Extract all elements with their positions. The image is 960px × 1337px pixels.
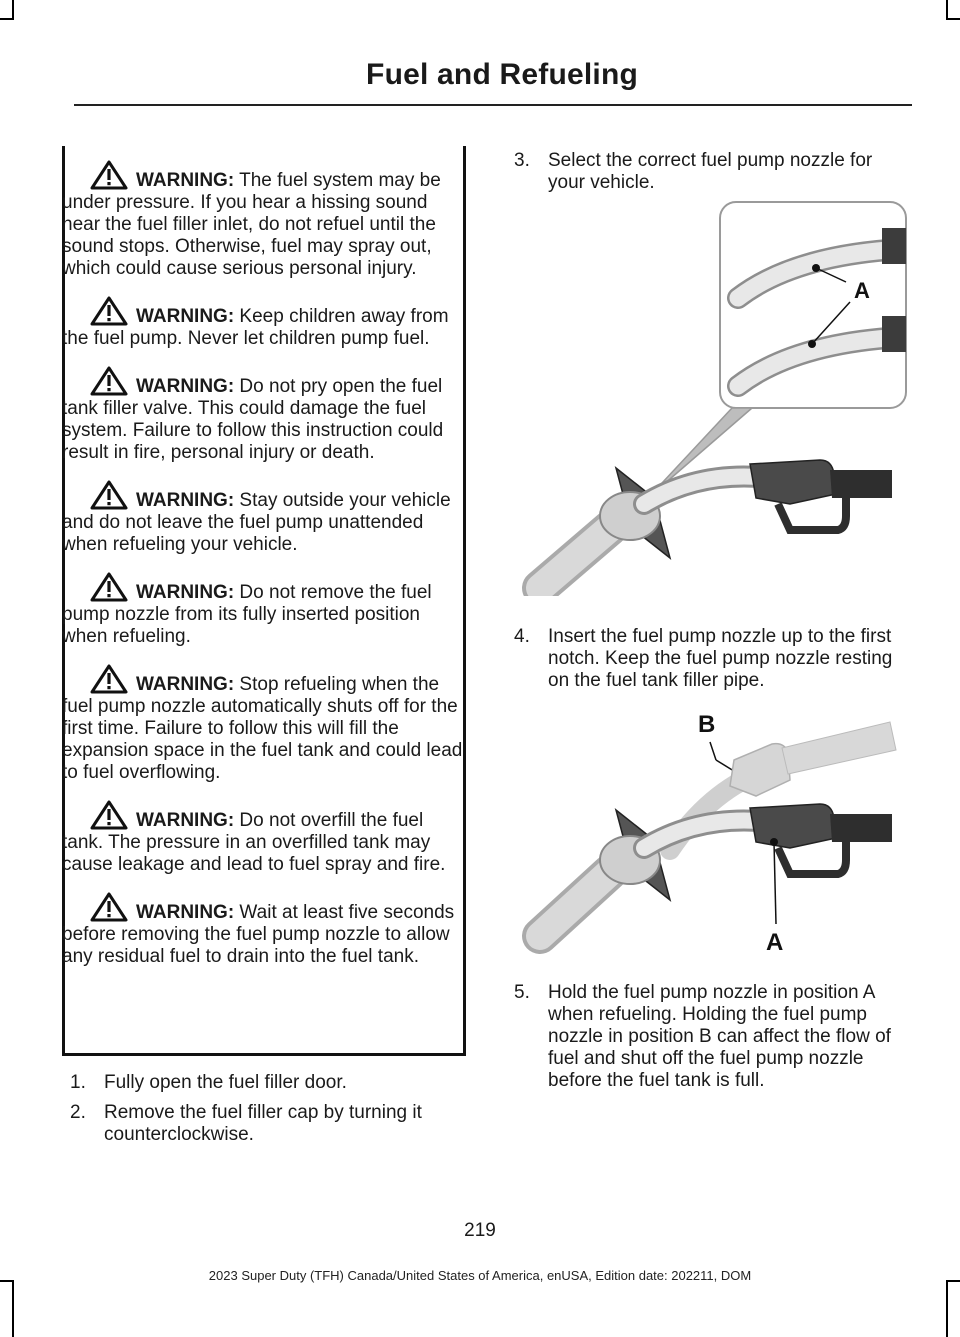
- page-title: Fuel and Refueling: [366, 58, 638, 91]
- crop-mark: [946, 18, 960, 20]
- fuel-nozzle-selection-figure: [520, 198, 910, 596]
- warning-text: Keep children away from the fuel pump. Never let children pump fuel.: [62, 306, 449, 349]
- step-text: Remove the fuel filler cap by turning it counterclockwise.: [104, 1102, 422, 1145]
- warning-label: WARNING:: [136, 902, 235, 923]
- step-row: [514, 982, 910, 1092]
- warning-label: WARNING:: [136, 306, 235, 327]
- step-number: 3.: [514, 150, 530, 171]
- figure-label-b: B: [698, 711, 716, 738]
- step-item: [514, 626, 910, 700]
- warning-triangle-icon: [90, 296, 128, 326]
- warning-triangle-icon: [90, 892, 128, 922]
- warnings-list: [62, 160, 464, 984]
- warning-item: [62, 572, 464, 648]
- warning-item: [62, 480, 464, 556]
- crop-mark: [946, 0, 948, 20]
- warning-item: [62, 664, 464, 784]
- page-number: 219: [464, 1220, 496, 1241]
- warning-text: Do not pry open the fuel tank filler valve. This could damage the fuel system. Failure to follow this instruction could result in fire, personal injury or death.: [62, 376, 444, 463]
- step-item: [70, 1102, 470, 1146]
- warning-item: [62, 800, 464, 876]
- warning-label: WARNING:: [136, 674, 235, 695]
- warning-text: Stay outside your vehicle and do not leave the fuel pump unattended when refueling your vehicle.: [62, 490, 451, 555]
- step-text: Select the correct fuel pump nozzle for your vehicle.: [548, 150, 873, 193]
- step-number: 2.: [70, 1102, 86, 1123]
- header-divider: [74, 104, 912, 106]
- step-text: Insert the fuel pump nozzle up to the first notch. Keep the fuel pump nozzle resting on the fuel tank filler pipe.: [548, 626, 893, 691]
- warning-item: [62, 296, 464, 350]
- warning-item: [62, 892, 464, 968]
- step-number: 5.: [514, 982, 530, 1003]
- warning-text: Do not remove the fuel pump nozzle from its fully inserted position when refueling.: [62, 582, 432, 647]
- warning-text: Stop refueling when the fuel pump nozzle automatically shuts off for the first time. Failure to follow this will fill the expansion space in the fuel tank and could lead to fuel overflowing.: [62, 674, 463, 783]
- step-item: [514, 150, 910, 202]
- warning-triangle-icon: [90, 366, 128, 396]
- step-item: [514, 982, 910, 1100]
- warning-item: [62, 366, 464, 464]
- warning-label: WARNING:: [136, 490, 235, 511]
- warning-triangle-icon: [90, 160, 128, 190]
- warning-triangle-icon: [90, 664, 128, 694]
- warning-label: WARNING:: [136, 376, 235, 397]
- step-number: 1.: [70, 1072, 86, 1093]
- step-number: 4.: [514, 626, 530, 647]
- figure-label-a: A: [854, 278, 870, 303]
- crop-mark: [12, 1280, 14, 1337]
- warning-label: WARNING:: [136, 170, 235, 191]
- warning-triangle-icon: [90, 800, 128, 830]
- warning-label: WARNING:: [136, 582, 235, 603]
- crop-mark: [946, 1280, 948, 1337]
- warning-triangle-icon: [90, 480, 128, 510]
- step-row: [514, 626, 910, 692]
- warning-triangle-icon: [90, 572, 128, 602]
- step-row: [514, 150, 910, 194]
- step-item: [70, 1072, 470, 1094]
- crop-mark: [0, 18, 14, 20]
- warning-text: Do not overfill the fuel tank. The pressure in an overfilled tank may cause leakage and lead to fuel spray and fire.: [62, 810, 446, 875]
- warning-text: Wait at least five seconds before removing the fuel pump nozzle to allow any residual fuel to drain into the fuel tank.: [62, 902, 455, 967]
- fuel-nozzle-position-figure: [520, 700, 910, 960]
- figure-label-a: A: [766, 929, 784, 956]
- step-text: Fully open the fuel filler door.: [104, 1072, 347, 1093]
- warning-item: [62, 160, 464, 280]
- step-text: Hold the fuel pump nozzle in position A when refueling. Holding the fuel pump nozzle in position B can affect the flow of fuel and shut off the fuel pump nozzle before the fuel tank is full.: [548, 982, 891, 1091]
- warning-label: WARNING:: [136, 810, 235, 831]
- steps-left-column: [70, 1072, 470, 1154]
- footer-text: 2023 Super Duty (TFH) Canada/United States of America, enUSA, Edition date: 202211, DOM: [208, 1268, 752, 1283]
- crop-mark: [12, 0, 14, 20]
- warning-text: The fuel system may be under pressure. If you hear a hissing sound near the fuel filler inlet, do not refuel until the sound stops. Otherwise, fuel may spray out, which could cause serious personal injury.: [62, 170, 441, 279]
